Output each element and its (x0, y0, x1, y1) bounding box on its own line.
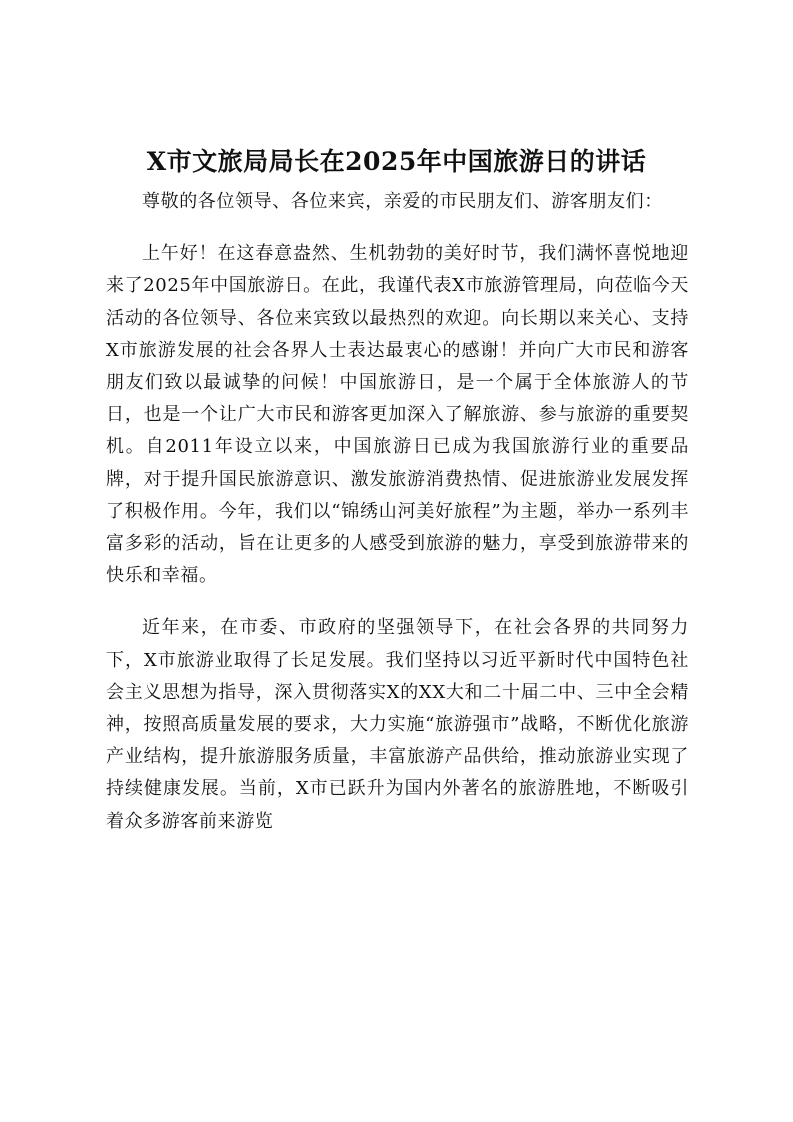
development-paragraph: 近年来，在市委、市政府的坚强领导下，在社会各界的共同努力下，X市旅游业取得了长足发展。我们坚持以习近平新时代中国特色社会主义思想为指导，深入贯彻落实X的XX大和二十届二中、三中全会精神，按照高质量发展的要求，大力实施“旅游强市”战略，不断优化旅游产业结构，提升旅游服务质量，丰富旅游产品供给，推动旅游业实现了持续健康发展。当前，X市已跃升为国内外著名的旅游胜地，不断吸引着众多游客前来游览 (106, 617, 689, 832)
salutation-paragraph: 尊敬的各位领导、各位来宾，亲爱的市民朋友们、游客朋友们： (142, 191, 663, 212)
greeting-paragraph: 上午好！在这春意盎然、生机勃勃的美好时节，我们满怀喜悦地迎来了2025年中国旅游日。在此，我谨代表X市旅游管理局，向莅临今天活动的各位领导、各位来宾致以最热烈的欢迎。向长期以来关心、支持X市旅游发展的社会各界人士表达最衷心的感谢！并向广大市民和游客朋友们致以最诚挚的问候！中国旅游日，是一个属于全体旅游人的节日，也是一个让广大市民和游客更加深入了解旅游、参与旅游的重要契机。自2011年设立以来，中国旅游日已成为我国旅游行业的重要品牌，对于提升国民旅游意识、激发旅游消费热情、促进旅游业发展发挥了积极作用。今年，我们以“锦绣山河美好旅程”为主题，举办一系列丰富多彩的活动，旨在让更多的人感受到旅游的魅力，享受到旅游带来的快乐和幸福。 (106, 243, 689, 587)
document-title: X市文旅局局长在2025年中国旅游日的讲话 (146, 147, 647, 176)
document-body (106, 186, 689, 838)
